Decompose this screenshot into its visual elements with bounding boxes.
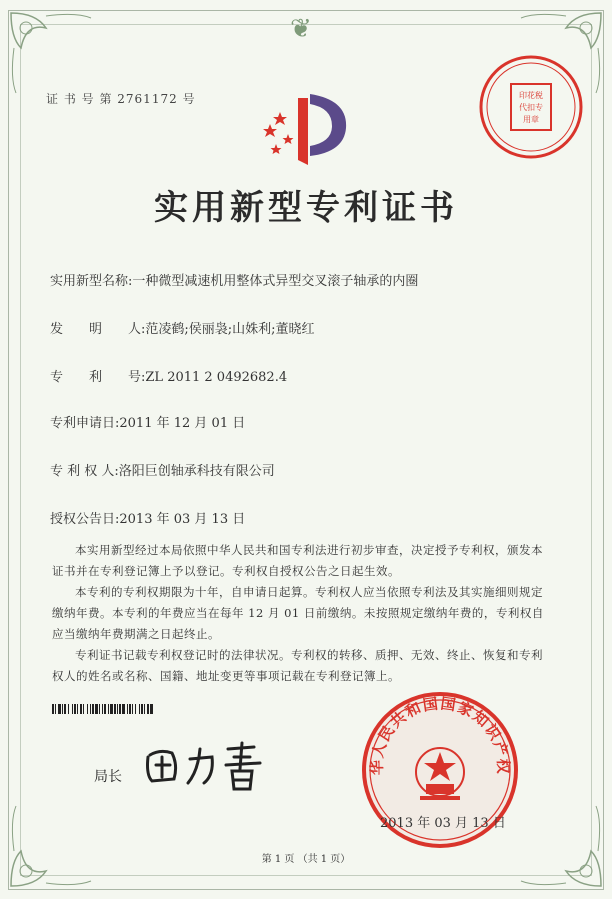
- patent-number-value: ZL 2011 2 0492682.4: [145, 370, 288, 385]
- filing-date-label: 专利申请日:: [50, 416, 120, 431]
- body-paragraph-3: 专利证书记载专利权登记时的法律状况。专利权的转移、质押、无效、终止、恢复和专利权人的姓名或名称、国籍、地址变更等事项记载在专利登记簿上。: [52, 648, 543, 683]
- patentee-value: 洛阳巨创轴承科技有限公司: [118, 464, 275, 479]
- director-title-label: 局长: [94, 769, 122, 785]
- body-paragraph-1: 本实用新型经过本局依照中华人民共和国专利法进行初步审查，决定授予专利权，颁发本证书并在专利登记簿上予以登记。专利权自授权公告之日起生效。: [52, 543, 543, 578]
- patent-office-logo-icon: [258, 90, 358, 170]
- inventor-value: 范凌鹤;侯丽袅;山姝利;董晓红: [145, 322, 315, 337]
- grant-date-label: 授权公告日:: [50, 512, 120, 527]
- svg-text:用章: 用章: [523, 115, 539, 124]
- seal-date: 2013 年 03 月 13 日: [380, 816, 506, 831]
- utility-model-name-row: [50, 270, 418, 289]
- tax-stamp-seal: [478, 54, 584, 160]
- certificate-number-suffix: 号: [182, 92, 196, 106]
- certificate-title: 实用新型专利证书: [154, 188, 458, 228]
- utility-model-name-value: 一种微型减速机用整体式异型交叉滚子轴承的内圈: [132, 274, 419, 289]
- svg-text:印花税: 印花税: [519, 91, 543, 100]
- barcode: [52, 704, 262, 714]
- body-paragraph-2: 本专利的专利权期限为十年，自申请日起算。专利权人应当依照专利法及其实施细则规定缴纳年费。本专利的年费应当在每年 12 月 01 日前缴纳。未按照规定缴纳年费的，专利权自应当缴纳年费期满之日起终止。: [52, 585, 544, 641]
- patent-number-label: 专 利 号:: [50, 370, 146, 385]
- patentee-row: [50, 460, 275, 479]
- page-number: 第 1 页 （共 1 页）: [261, 854, 351, 865]
- director-signature: [142, 735, 282, 795]
- top-center-ornament-icon: ❦: [290, 14, 312, 44]
- certificate-number-label: 证 书 号 第: [46, 92, 113, 106]
- patentee-label: 专 利 权 人:: [50, 464, 119, 479]
- svg-text:中华人民共和国国家知识产权局: 华人民共和国国家知识产权: [367, 694, 513, 776]
- filing-date-row: [50, 412, 245, 431]
- inventor-label: 发 明 人:: [50, 322, 146, 337]
- certificate-number: [46, 90, 196, 107]
- patent-number-row: [50, 366, 287, 385]
- utility-model-name-label: 实用新型名称:: [50, 274, 133, 289]
- corner-ornament-top-left: [6, 8, 96, 98]
- svg-text:代扣专: 代扣专: [519, 103, 543, 112]
- corner-ornament-bottom-left: [6, 801, 96, 891]
- certificate-number-value: 2761172: [117, 92, 178, 106]
- grant-date-value: 2013 年 03 月 13 日: [119, 512, 246, 527]
- grant-date-row: [50, 508, 245, 527]
- certificate-body: [52, 540, 550, 687]
- filing-date-value: 2011 年 12 月 01 日: [119, 416, 246, 431]
- barcode-bar: [153, 704, 154, 714]
- inventor-row: [50, 318, 315, 337]
- corner-ornament-bottom-right: [516, 801, 606, 891]
